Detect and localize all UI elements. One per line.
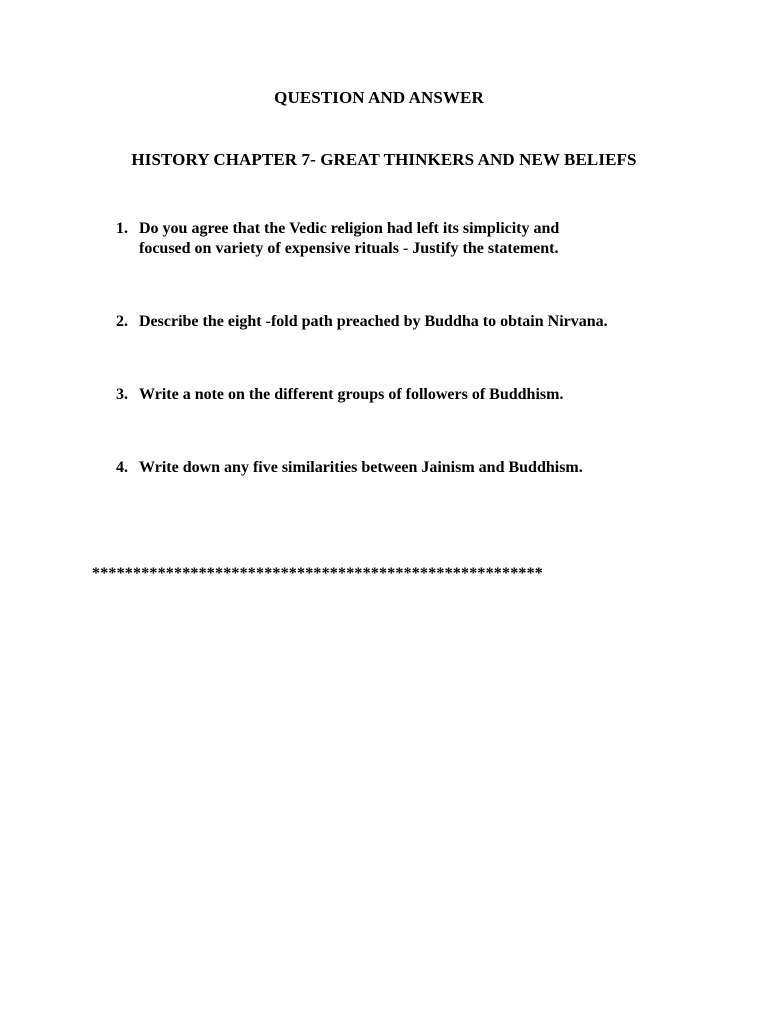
- question-text: [139, 385, 699, 405]
- question-number: 2.: [116, 313, 128, 330]
- question-number: 3.: [116, 386, 128, 403]
- question-number: 4.: [116, 459, 128, 476]
- chapter-heading: HISTORY CHAPTER 7- GREAT THINKERS AND NEW BELIEFS: [131, 150, 637, 169]
- question-line: focused on variety of expensive rituals - Justify the statement.: [139, 240, 559, 257]
- question-line: Do you agree that the Vedic religion had left its simplicity and: [139, 220, 560, 237]
- question-line: Describe the eight -fold path preached by Buddha to obtain Nirvana.: [139, 313, 608, 330]
- question-line: Write a note on the different groups of followers of Buddhism.: [139, 386, 564, 403]
- asterisk-divider: *******************************************************: [92, 565, 543, 582]
- question-text: [139, 219, 699, 259]
- question-number: 1.: [116, 220, 128, 237]
- question-text: [139, 458, 699, 478]
- page-title: QUESTION AND ANSWER: [274, 88, 484, 107]
- question-text: [139, 312, 699, 332]
- question-line: Write down any five similarities between Jainism and Buddhism.: [139, 459, 583, 476]
